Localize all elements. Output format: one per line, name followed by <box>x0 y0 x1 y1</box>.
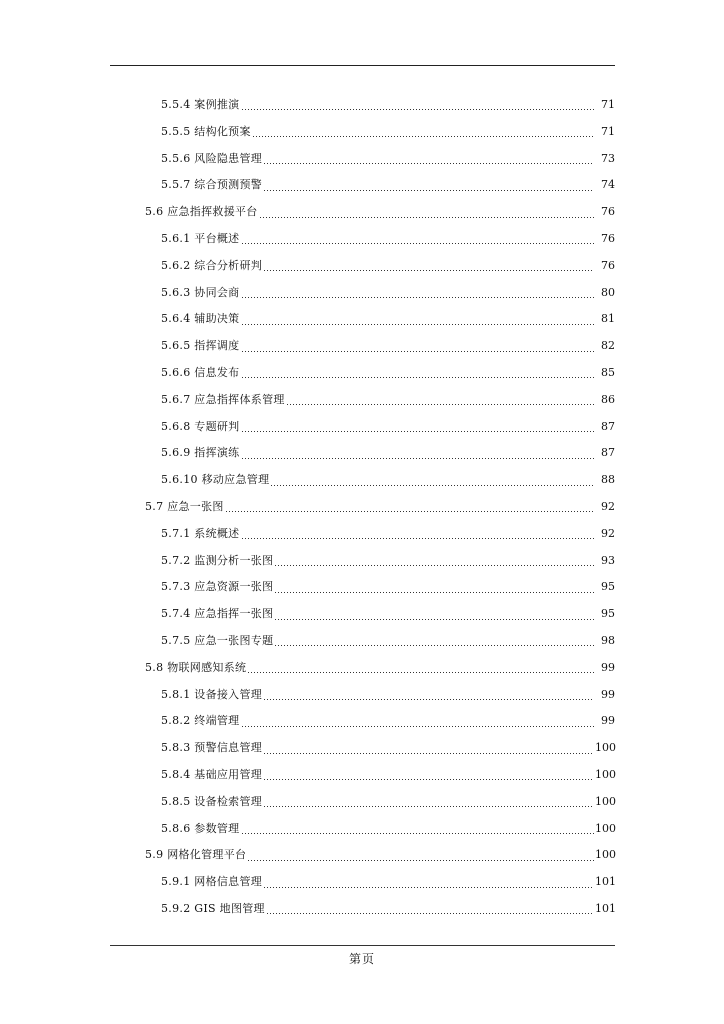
toc-entry-title: 5.7.5 应急一张图专题 <box>161 633 274 647</box>
toc-entry[interactable] <box>0 199 724 226</box>
toc-entry-title: 5.6.7 应急指挥体系管理 <box>161 392 285 406</box>
toc-entry[interactable] <box>0 655 724 682</box>
toc-entry-page-number: 71 <box>601 98 615 111</box>
toc-entry-page-number: 76 <box>601 205 615 219</box>
toc-entry-title: 5.7.4 应急指挥一张图 <box>161 607 274 621</box>
toc-dot-leader <box>263 270 594 271</box>
toc-entry[interactable] <box>0 494 724 521</box>
toc-dot-leader <box>241 109 595 110</box>
toc-entry-page-number: 100 <box>595 848 616 862</box>
toc-dot-leader <box>247 672 594 673</box>
toc-entry[interactable] <box>0 306 724 333</box>
toc-entry-page-number: 80 <box>601 285 615 299</box>
toc-entry-title: 5.6.4 辅助决策 <box>161 312 240 326</box>
toc-dot-leader <box>225 511 594 512</box>
toc-entry-title: 5.6.9 指挥演练 <box>161 446 240 460</box>
toc-entry-title: 5.7.2 监测分析一张图 <box>161 553 274 567</box>
toc-entry-page-number: 86 <box>601 392 615 406</box>
toc-entry-title: 5.8.2 终端管理 <box>161 714 240 728</box>
toc-entry-title: 5.6.8 专题研判 <box>161 419 240 433</box>
toc-entry-page-number: 92 <box>601 526 615 540</box>
toc-entry[interactable] <box>0 896 724 923</box>
footer-rule <box>110 945 615 946</box>
toc-dot-leader <box>263 779 594 780</box>
toc-entry[interactable] <box>0 146 724 173</box>
header-rule <box>110 65 615 66</box>
toc-entry-page-number: 100 <box>595 741 616 755</box>
toc-entry-page-number: 99 <box>601 660 615 674</box>
toc-dot-leader <box>241 324 595 325</box>
toc-entry[interactable] <box>0 842 724 869</box>
toc-dot-leader <box>252 136 594 137</box>
toc-entry-page-number: 71 <box>601 124 615 138</box>
toc-entry[interactable] <box>0 521 724 548</box>
toc-entry-page-number: 100 <box>595 821 616 835</box>
toc-entry[interactable] <box>0 816 724 843</box>
toc-entry[interactable] <box>0 92 724 119</box>
toc-dot-leader <box>286 404 594 405</box>
toc-dot-leader <box>241 538 595 539</box>
toc-entry[interactable] <box>0 253 724 280</box>
toc-entry-page-number: 74 <box>601 178 615 192</box>
toc-dot-leader <box>247 860 594 861</box>
toc-entry-title: 5.9.2 GIS 地图管理 <box>161 901 265 915</box>
toc-entry-page-number: 101 <box>595 901 616 915</box>
toc-entry[interactable] <box>0 735 724 762</box>
toc-entry-title: 5.7 应急一张图 <box>145 499 224 513</box>
toc-entry-title: 5.6.2 综合分析研判 <box>161 258 263 272</box>
toc-entry-page-number: 95 <box>601 580 615 594</box>
toc-entry-page-number: 99 <box>601 714 615 728</box>
toc-entry-title: 5.6 应急指挥救援平台 <box>145 205 258 219</box>
toc-dot-leader <box>263 806 594 807</box>
toc-entry[interactable] <box>0 280 724 307</box>
toc-entry[interactable] <box>0 789 724 816</box>
toc-entry-title: 5.8.4 基础应用管理 <box>161 767 263 781</box>
toc-dot-leader <box>241 351 595 352</box>
toc-entry[interactable] <box>0 548 724 575</box>
toc-entry[interactable] <box>0 467 724 494</box>
toc-dot-leader <box>241 377 595 378</box>
toc-entry-page-number: 76 <box>601 258 615 272</box>
toc-entry-page-number: 88 <box>601 473 615 487</box>
toc-entry-page-number: 99 <box>601 687 615 701</box>
toc-entry-page-number: 87 <box>601 419 615 433</box>
table-of-contents <box>0 92 724 923</box>
toc-entry-page-number: 100 <box>595 767 616 781</box>
toc-entry[interactable] <box>0 869 724 896</box>
toc-entry[interactable] <box>0 333 724 360</box>
toc-entry-title: 5.6.3 协同会商 <box>161 285 240 299</box>
toc-entry-title: 5.5.5 结构化预案 <box>161 124 251 138</box>
toc-entry[interactable] <box>0 387 724 414</box>
toc-entry[interactable] <box>0 601 724 628</box>
toc-dot-leader <box>241 458 595 459</box>
toc-entry-title: 5.6.6 信息发布 <box>161 365 240 379</box>
toc-dot-leader <box>241 431 595 432</box>
toc-entry-page-number: 73 <box>601 151 615 165</box>
toc-entry[interactable] <box>0 708 724 735</box>
toc-dot-leader <box>259 217 594 218</box>
toc-dot-leader <box>274 592 594 593</box>
toc-entry-page-number: 98 <box>601 633 615 647</box>
toc-entry-page-number: 101 <box>595 875 616 889</box>
toc-dot-leader <box>270 485 594 486</box>
toc-entry-title: 5.6.1 平台概述 <box>161 231 240 245</box>
toc-dot-leader <box>263 753 594 754</box>
toc-entry-page-number: 76 <box>601 231 615 245</box>
toc-dot-leader <box>266 913 594 914</box>
toc-entry-title: 5.5.4 案例推演 <box>161 98 240 111</box>
toc-entry-page-number: 100 <box>595 794 616 808</box>
toc-entry-page-number: 82 <box>601 339 615 353</box>
toc-dot-leader <box>274 565 594 566</box>
toc-entry-title: 5.5.6 风险隐患管理 <box>161 151 263 165</box>
toc-entry[interactable] <box>0 226 724 253</box>
toc-entry-title: 5.8 物联网感知系统 <box>145 660 247 674</box>
toc-dot-leader <box>263 699 594 700</box>
toc-entry-page-number: 81 <box>601 312 615 326</box>
toc-entry-title: 5.8.5 设备检索管理 <box>161 794 263 808</box>
toc-dot-leader <box>263 887 594 888</box>
toc-entry[interactable] <box>0 628 724 655</box>
toc-entry-title: 5.7.3 应急资源一张图 <box>161 580 274 594</box>
toc-entry-page-number: 93 <box>601 553 615 567</box>
toc-entry-title: 5.9 网格化管理平台 <box>145 848 247 862</box>
toc-dot-leader <box>263 163 594 164</box>
page-footer: 第页 <box>348 952 375 966</box>
toc-entry-title: 5.5.7 综合预测预警 <box>161 178 263 192</box>
toc-dot-leader <box>241 726 595 727</box>
toc-dot-leader <box>274 619 594 620</box>
toc-dot-leader <box>241 297 595 298</box>
toc-entry[interactable] <box>0 440 724 467</box>
toc-dot-leader <box>241 833 595 834</box>
toc-entry[interactable] <box>0 360 724 387</box>
toc-entry[interactable] <box>0 574 724 601</box>
toc-entry-title: 5.7.1 系统概述 <box>161 526 240 540</box>
toc-entry-title: 5.8.1 设备接入管理 <box>161 687 263 701</box>
toc-dot-leader <box>241 243 595 244</box>
toc-dot-leader <box>274 645 594 646</box>
toc-entry[interactable] <box>0 682 724 709</box>
toc-dot-leader <box>263 190 594 191</box>
toc-entry[interactable] <box>0 119 724 146</box>
toc-entry-title: 5.8.3 预警信息管理 <box>161 741 263 755</box>
toc-entry-page-number: 87 <box>601 446 615 460</box>
toc-entry-page-number: 95 <box>601 607 615 621</box>
toc-entry-title: 5.6.5 指挥调度 <box>161 339 240 353</box>
toc-entry-page-number: 85 <box>601 365 615 379</box>
toc-entry[interactable] <box>0 414 724 441</box>
toc-entry-page-number: 92 <box>601 499 615 513</box>
toc-entry[interactable] <box>0 762 724 789</box>
toc-entry-title: 5.9.1 网格信息管理 <box>161 875 263 889</box>
toc-entry-title: 5.6.10 移动应急管理 <box>161 473 270 487</box>
toc-entry[interactable] <box>0 172 724 199</box>
toc-entry-title: 5.8.6 参数管理 <box>161 821 240 835</box>
